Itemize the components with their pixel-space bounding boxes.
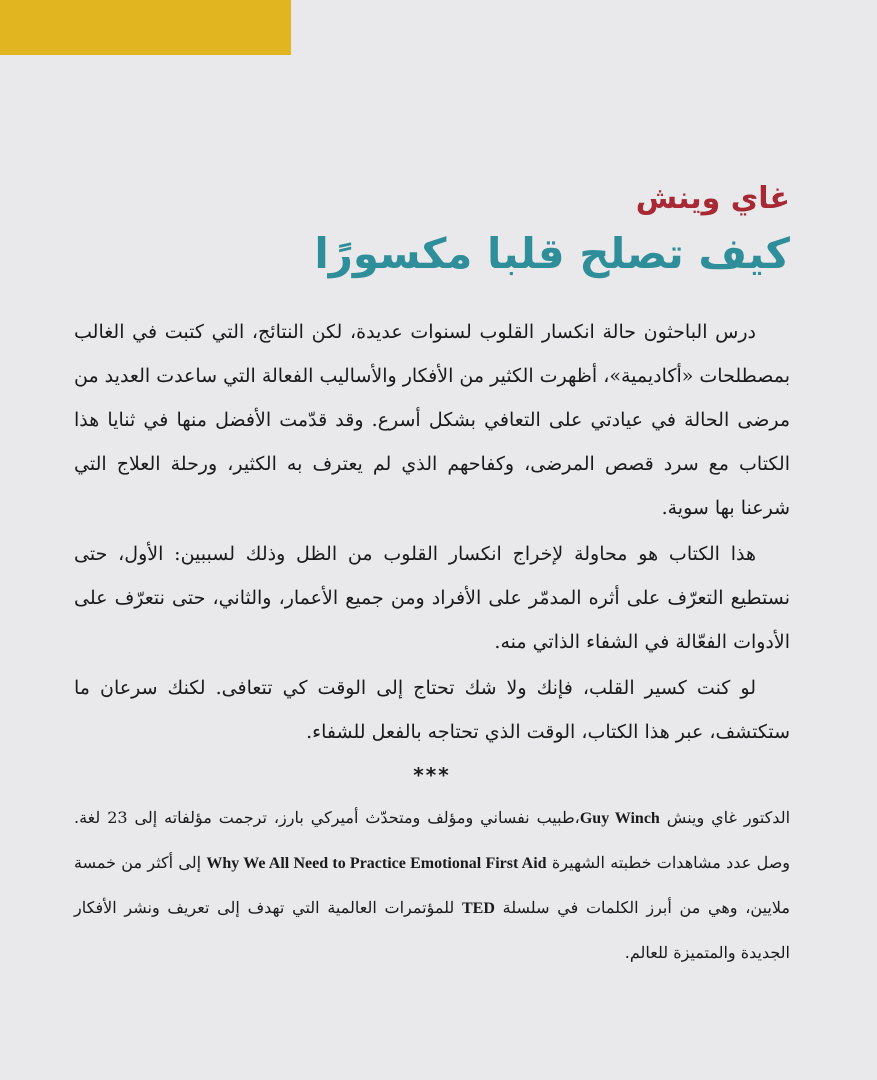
accent-color-block <box>0 0 291 55</box>
bio-name-latin: Guy Winch <box>579 810 660 827</box>
bio-text-4: للمؤتمرات العالمية التي تهدف إلى تعريف ونشر الأفكار الجديدة والمتميزة للعالم. <box>74 898 790 962</box>
paragraph-intro: درس الباحثون حالة انكسار القلوب لسنوات عديدة، لكن النتائج، التي كتبت في الغالب بمصطلحات «أكاديمية»، أظهرت الكثير من الأفكار والأساليب الفعالة التي ساعدت العديد من مرضى الحالة في عيادتي على التعافي بشكل أسرع. وقد قدّمت الأفضل منها في ثنايا هذا الكتاب مع سرد قصص المرضى، وكفاحهم الذي لم يعترف به الكثير، ورحلة العلاج التي شرعنا بها سوية. <box>74 321 790 519</box>
section-separator: *** <box>413 763 451 787</box>
bio-talk-title: Why We All Need to Practice Emotional First Aid <box>206 855 547 872</box>
bio-ted: TED <box>462 900 495 917</box>
paragraph-purpose: هذا الكتاب هو محاولة لإخراج انكسار القلوب من الظل وذلك لسببين: الأول، حتى نستطيع التعرّف على أثره المدمّر على الأفراد ومن جميع الأعمار، والثاني، حتى نتعرّف على الأدوات الفعّالة في الشفاء الذاتي منه. <box>74 543 790 653</box>
book-back-cover-text <box>74 168 790 975</box>
bio-text-2: ،طبيب نفساني ومؤلف ومتحدّث أميركي بارز، ترجمت مؤلفاته إلى 23 لغة. وصل عدد مشاهدات خطبته الشهيرة <box>74 808 791 872</box>
author-bio <box>74 796 790 975</box>
bio-text-3: إلى أكثر من خمسة ملايين، وهي من أبرز الكلمات في سلسلة <box>74 853 791 917</box>
bio-text-1: الدكتور غاي وينش <box>659 808 791 827</box>
author-name: غاي وينش <box>635 181 790 216</box>
paragraph-closing: لو كنت كسير القلب، فإنك ولا شك تحتاج إلى الوقت كي تتعافى. لكنك سرعان ما ستكتشف، عبر هذا الكتاب، الوقت الذي تحتاجه بالفعل للشفاء. <box>74 677 790 743</box>
book-title: كيف تصلح قلبا مكسورًا <box>314 229 790 278</box>
